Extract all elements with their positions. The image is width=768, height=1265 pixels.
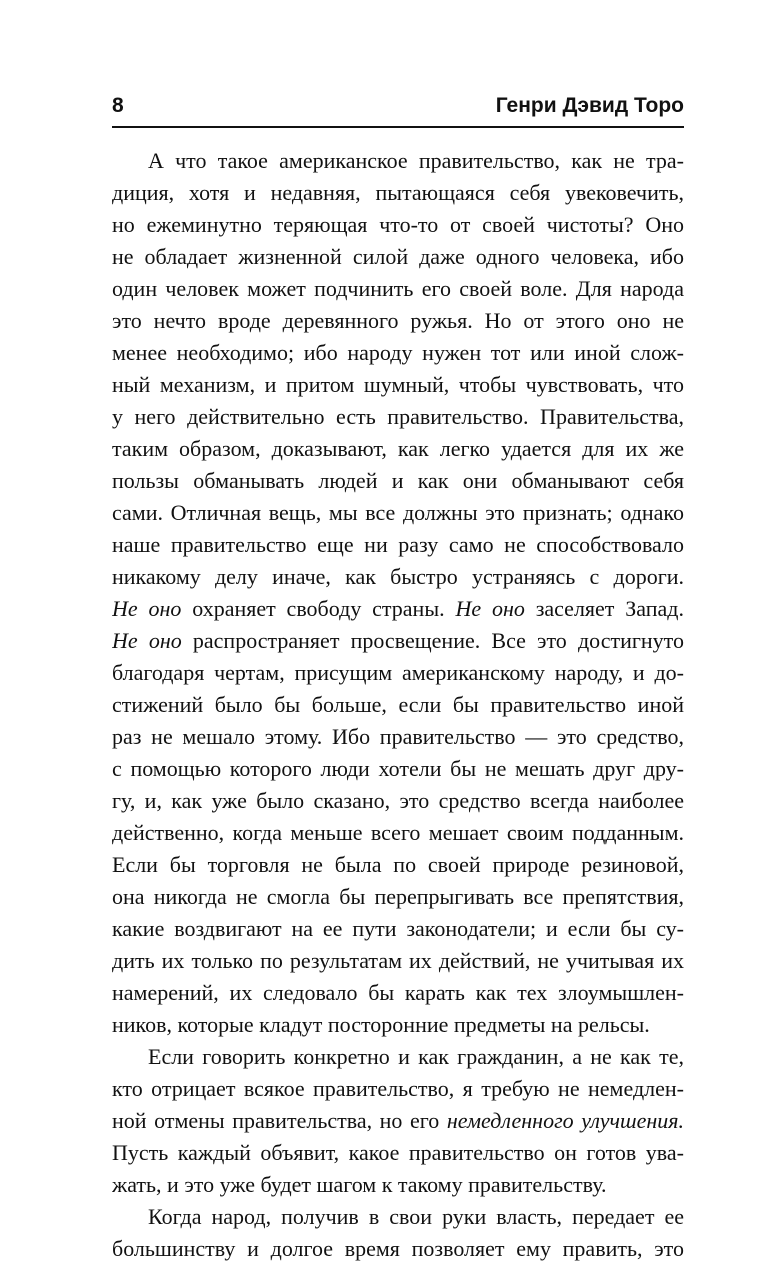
- italic-emphasis: Не оно: [455, 596, 525, 621]
- text-line: [112, 369, 684, 401]
- text-span: действенно, когда меньше всего мешает своим подданным.: [112, 820, 684, 845]
- text-line: [112, 145, 684, 177]
- text-span: один человек может подчинить его своей воле. Для народа: [112, 276, 684, 301]
- text-span: гу, и, как уже было сказано, это средство всегда наиболее: [112, 788, 684, 813]
- text-line: [112, 529, 684, 561]
- text-line: [112, 753, 684, 785]
- text-line: [112, 785, 684, 817]
- text-line: [112, 817, 684, 849]
- text-line: [112, 433, 684, 465]
- text-span: у него действительно есть правительство. Правительства,: [112, 404, 684, 429]
- text-span: большинству и долгое время позволяет ему править, это: [112, 1236, 684, 1261]
- text-line: [112, 625, 684, 657]
- text-line: [112, 1201, 684, 1233]
- italic-emphasis: Не оно: [112, 596, 182, 621]
- text-span: охраняет свободу страны.: [181, 596, 456, 621]
- text-span: Если бы торговля не была по своей природе резиновой,: [112, 852, 684, 877]
- text-span: заселяет Запад.: [524, 596, 684, 621]
- page-number: 8: [112, 94, 124, 117]
- text-span: Когда народ, получив в свои руки власть, передает ее: [148, 1204, 684, 1229]
- text-span: менее необходимо; ибо народу нужен тот или иной слож-: [112, 340, 684, 365]
- text-span: стижений было бы больше, если бы правительство иной: [112, 692, 684, 717]
- text-line: [112, 1041, 684, 1073]
- text-span: раз не мешало этому. Ибо правительство — это средство,: [112, 724, 684, 749]
- text-line: [112, 1233, 684, 1265]
- italic-emphasis: немедленного улучшения.: [446, 1108, 684, 1133]
- text-span: пользы обманывать людей и как они обманывают себя: [112, 468, 684, 493]
- text-line: [112, 977, 684, 1009]
- text-span: благодаря чертам, присущим американскому народу, и до-: [112, 660, 684, 685]
- running-head: [112, 92, 684, 128]
- text-span: диция, хотя и недавняя, пытающаяся себя увековечить,: [112, 180, 684, 205]
- text-line: [112, 1105, 684, 1137]
- text-span: с помощью которого люди хотели бы не мешать друг дру-: [112, 756, 684, 781]
- text-line: [112, 1009, 684, 1041]
- text-span: таким образом, доказывают, как легко удается для их же: [112, 436, 684, 461]
- text-span: Пусть каждый объявит, какое правительство он готов ува-: [112, 1140, 684, 1165]
- text-span: жать, и это уже будет шагом к такому правительству.: [112, 1172, 607, 1197]
- text-span: но ежеминутно теряющая что-то от своей чистоты? Оно: [112, 212, 684, 237]
- text-line: [112, 177, 684, 209]
- italic-emphasis: Не оно: [112, 628, 182, 653]
- text-line: [112, 881, 684, 913]
- text-line: [112, 945, 684, 977]
- text-line: [112, 657, 684, 689]
- text-line: [112, 689, 684, 721]
- text-line: [112, 721, 684, 753]
- text-line: [112, 849, 684, 881]
- running-title: Генри Дэвид Торо: [495, 94, 684, 117]
- text-line: [112, 401, 684, 433]
- text-span: Если говорить конкретно и как гражданин, а не как те,: [148, 1044, 684, 1069]
- text-line: [112, 465, 684, 497]
- text-line: [112, 241, 684, 273]
- text-span: распространяет просвещение. Все это достигнуто: [181, 628, 684, 653]
- text-span: она никогда не смогла бы перепрыгивать все препятствия,: [112, 884, 684, 909]
- text-span: кто отрицает всякое правительство, я требую не немедлен-: [112, 1076, 684, 1101]
- text-span: намерений, их следовало бы карать как тех злоумышлен-: [112, 980, 684, 1005]
- text-span: не обладает жизненной силой даже одного человека, ибо: [112, 244, 684, 269]
- text-span: какие воздвигают на ее пути законодатели; и если бы су-: [112, 916, 684, 941]
- text-span: ной отмены правительства, но его: [112, 1108, 447, 1133]
- text-line: [112, 209, 684, 241]
- text-span: ников, которые кладут посторонние предметы на рельсы.: [112, 1012, 650, 1037]
- text-span: ный механизм, и притом шумный, чтобы чувствовать, что: [112, 372, 684, 397]
- text-line: [112, 913, 684, 945]
- text-span: это нечто вроде деревянного ружья. Но от этого оно не: [112, 308, 684, 333]
- text-span: сами. Отличная вещь, мы все должны это признать; однако: [112, 500, 684, 525]
- text-span: наше правительство еще ни разу само не способствовало: [112, 532, 684, 557]
- text-line: [112, 337, 684, 369]
- text-line: [112, 1137, 684, 1169]
- text-line: [112, 593, 684, 625]
- text-span: никакому делу иначе, как быстро устраняясь с дороги.: [112, 564, 684, 589]
- text-line: [112, 305, 684, 337]
- text-line: [112, 273, 684, 305]
- body-text: [112, 145, 684, 1265]
- text-line: [112, 497, 684, 529]
- text-span: А что такое американское правительство, как не тра-: [148, 148, 684, 173]
- text-line: [112, 1169, 684, 1201]
- text-span: дить их только по результатам их действий, не учитывая их: [112, 948, 684, 973]
- text-line: [112, 1073, 684, 1105]
- text-line: [112, 561, 684, 593]
